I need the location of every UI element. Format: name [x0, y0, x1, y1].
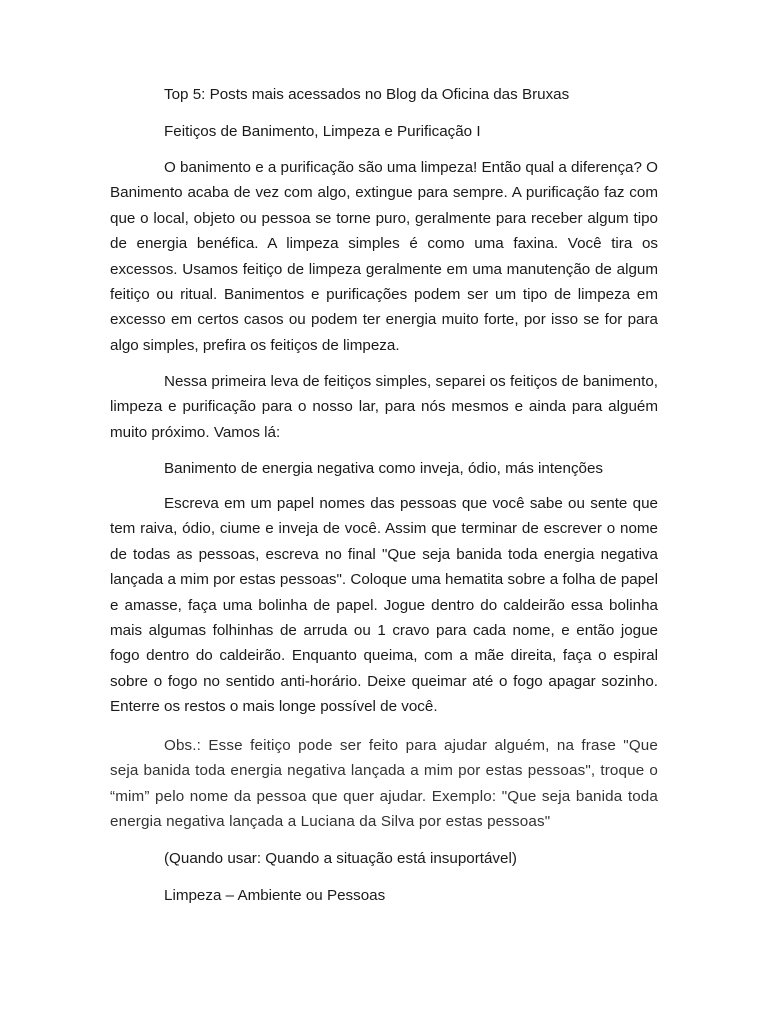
section-heading-limpeza: Limpeza – Ambiente ou Pessoas — [164, 887, 386, 904]
paragraph-intro: O banimento e a purificação são uma limpeza! Então qual a diferença? O Banimento acaba de vez com algo, extingue para sempre. A purificação faz com que o local, objeto ou pessoa se torne puro, geralmente para receber algum tipo de energia benéfica. A limpeza simples é como uma faxina. Você tira os excessos. Usamos feitiço de limpeza geralmente em uma manutenção de algum feitiço ou ritual. Banimentos e purificações podem ser um tipo de limpeza em excesso em certos casos ou podem ter energia muito forte, por isso se for para algo simples, prefira os feitiços de limpeza. — [110, 159, 658, 354]
note-when-to-use: (Quando usar: Quando a situação está insuportável) — [164, 850, 517, 867]
section-heading-banimento: Banimento de energia negativa como inveja, ódio, más intenções — [164, 460, 604, 477]
paragraph-spell-instructions: Escreva em um papel nomes das pessoas que você sabe ou sente que tem raiva, ódio, ciume e inveja de você. Assim que terminar de escrever o nome de todas as pessoas, escreva no final "Que seja banida toda energia negativa lançada a mim por estas pessoas". Coloque uma hematita sobre a folha de papel e amasse, faça uma bolinha de papel. Jogue dentro do caldeirão essa bolinha mais algumas folhinhas de arruda ou 1 cravo para cada nome, e então jogue fogo dentro do caldeirão. Enquanto queima, com a mãe direita, faça o espiral sobre o fogo no sentido anti-horário. Deixe queimar até o fogo apagar sozinho. Enterre os restos o mais longe possível de você. — [110, 495, 658, 716]
paragraph-first-batch: Nessa primeira leva de feitiços simples, separei os feitiços de banimento, limpeza e purificação para o nosso lar, para nós mesmos e ainda para alguém muito próximo. Vamos lá: — [110, 373, 658, 441]
post-title-top5: Top 5: Posts mais acessados no Blog da Oficina das Bruxas — [164, 86, 570, 103]
section-heading-feiticos: Feitiços de Banimento, Limpeza e Purificação I — [164, 123, 481, 140]
paragraph-observation: Obs.: Esse feitiço pode ser feito para ajudar alguém, na frase "Que seja banida toda energia negativa lançada a mim por estas pessoas", troque o “mim” pelo nome da pessoa que quer ajudar. Exemplo: "Que seja banida toda energia negativa lançada a Luciana da Silva por estas pessoas" — [110, 737, 658, 831]
